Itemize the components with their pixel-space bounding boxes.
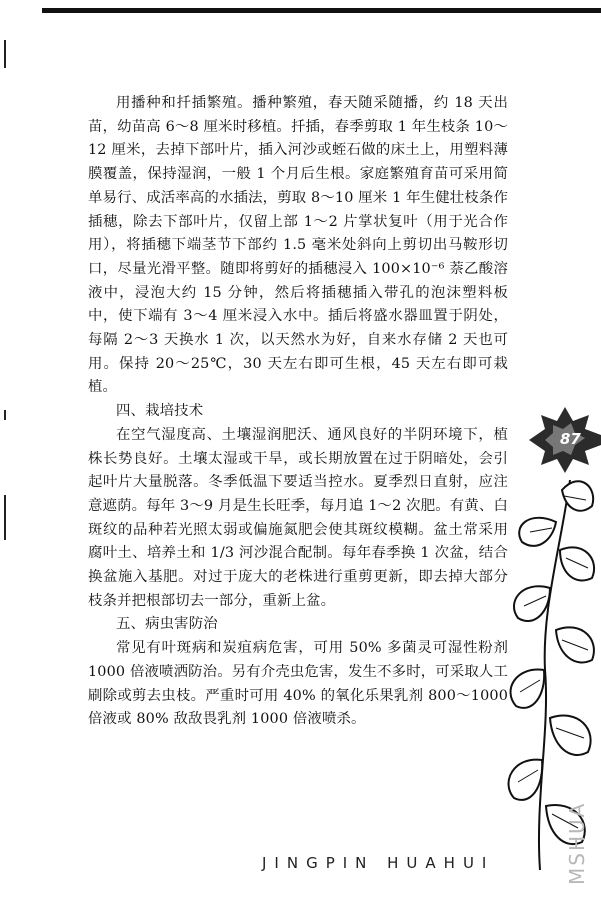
binding-mark: [4, 40, 6, 68]
top-rule: [42, 8, 601, 13]
paragraph-pest-control: 常见有叶斑病和炭疽病危害，可用 50% 多菌灵可湿性粉剂 1000 倍液喷洒防治。另有介壳虫危害，发生不多时，可采取人工刷除或剪去虫枝。严重时可用 40% 的氧化乐果乳剂 800～1000 倍液或 80% 敌敌畏乳剂 1000 倍液喷杀。: [88, 640, 509, 728]
section-heading-pest-control: 五、病虫害防治: [116, 616, 218, 633]
paragraph-propagation: 用播种和扦插繁殖。播种繁殖，春天随采随播，约 18 天出苗，幼苗高 6～8 厘米时移植。扦插，春季剪取 1 年生枝条 10～12 厘米，去掉下部叶片，插入河沙或蛭石做的床土上，用塑料薄膜覆盖，保持湿润，一般 1 个月后生根。家庭繁殖育苗可采用简单易行、成活率高的水插法，剪取 8～10 厘米 1 年生健壮枝条作插穗，除去下部叶片，仅留上部 1～2 片掌状复叶（用于光合作用），将插穗下端茎节下部约 1.5 毫米处斜向上剪切出马鞍形切口，尽量光滑平整。随即将剪好的插穗浸入 100×10⁻⁶ 萘乙酸溶液中，浸泡大约 15 分钟，然后将插穗插入带孔的泡沫塑料板中，使下端有 3～4 厘米浸入水中。插后将盛水器皿置于阴处，每隔 2～3 天换水 1 次，以天然水为好，自来水存储 2 天也可用。保持 20～25℃，30 天左右即可生根，45 天左右即可栽植。: [88, 95, 508, 396]
binding-mark: [4, 495, 6, 540]
page-number: 87: [560, 430, 581, 448]
footer-running-title: JINGPIN HUAHUI: [262, 854, 495, 872]
section-heading-cultivation: 四、栽培技术: [116, 403, 204, 420]
paragraph-cultivation: 在空气湿度高、土壤湿润肥沃、通风良好的半阴环境下，植株长势良好。土壤太湿或干旱，或长期放置在过于阴暗处，会引起叶片大量脱落。冬季低温下要适当控水。夏季烈日直射，应注意遮荫。每年 3～9 月是生长旺季，每月追 1～2 次肥。有黄、白斑纹的品种若光照太弱或偏施氮肥会使其斑纹模糊。盆土常采用腐叶土、培养土和 1/3 河沙混合配制。每年春季换 1 次盆，结合换盆施入基肥。对过于庞大的老株进行重剪更新，即去掉大部分枝条并把根部切去一部分，重新上盆。: [88, 426, 508, 609]
body-text: [88, 92, 508, 732]
watermark: MSHUA: [565, 801, 589, 885]
binding-mark: [4, 410, 6, 420]
